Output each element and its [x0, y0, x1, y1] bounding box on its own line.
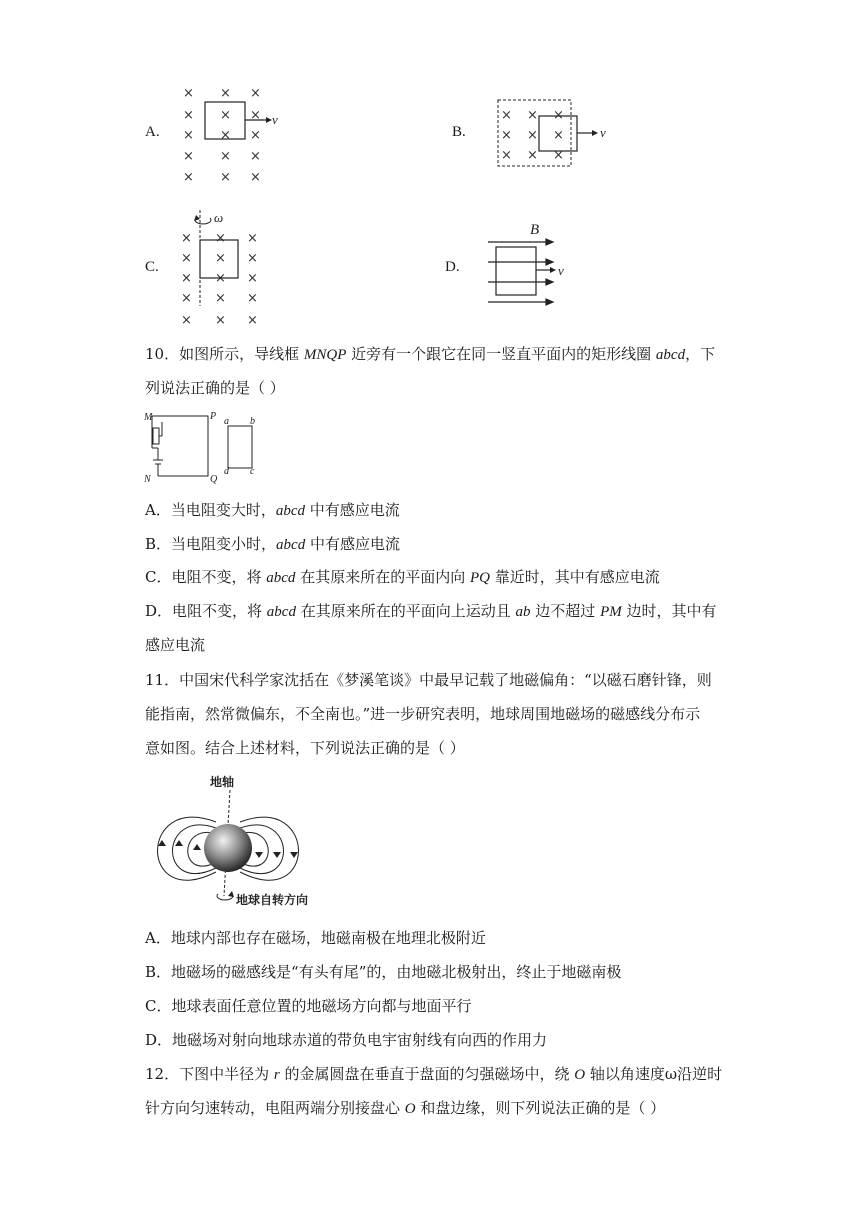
svg-text:×: × [250, 170, 261, 185]
svg-text:×: × [183, 128, 194, 143]
resistor [153, 428, 159, 444]
svg-text:×: × [183, 86, 194, 101]
svg-text:×: × [215, 291, 226, 306]
svg-text:×: × [553, 148, 564, 163]
option-d-figure [484, 218, 584, 310]
option-c-label: C. [145, 259, 159, 275]
option-a-label: A. [145, 124, 160, 140]
svg-text:×: × [247, 271, 258, 286]
option-b-label: B. [452, 124, 466, 140]
svg-text:×: × [527, 148, 538, 163]
svg-text:v: v [558, 263, 564, 278]
svg-text:M: M [144, 412, 153, 423]
svg-text:×: × [527, 128, 538, 143]
svg-text:×: × [220, 108, 231, 123]
svg-text:×: × [501, 128, 512, 143]
svg-text:a: a [224, 416, 229, 427]
svg-text:×: × [250, 149, 261, 164]
q12-stem-line2: 针方向匀速转动，电阻两端分别接盘心 O 和盘边缘，则下列说法正确的是（ ） [145, 1099, 666, 1117]
svg-text:×: × [183, 149, 194, 164]
velocity-label: v [272, 112, 278, 127]
x-marks-grid [183, 86, 261, 185]
rotation-arrow [228, 891, 234, 897]
svg-text:×: × [247, 313, 258, 328]
q11-stem-line1: 11．中国宋代科学家沈括在《梦溪笔谈》中最早记载了地磁偏角：“以磁石磨针锋，则 [145, 671, 712, 689]
svg-text:×: × [527, 108, 538, 123]
svg-text:v: v [600, 125, 606, 140]
option-d-label: D. [445, 259, 460, 275]
svg-text:c: c [250, 466, 255, 477]
svg-text:b: b [250, 416, 255, 427]
svg-text:×: × [501, 148, 512, 163]
svg-text:×: × [247, 251, 258, 266]
q10-stem-line1: 10．如图所示，导线框 MNQP 近旁有一个跟它在同一竖直平面内的矩形线圈 abcd，下 [145, 345, 716, 363]
svg-text:×: × [181, 271, 192, 286]
q11-option-a: A．地球内部也存在磁场，地磁南极在地理北极附近 [145, 929, 486, 947]
svg-text:×: × [220, 170, 231, 185]
svg-text:×: × [215, 271, 226, 286]
svg-text:×: × [181, 231, 192, 246]
q11-option-d: D．地磁场对射向地球赤道的带负电宇宙射线有向西的作用力 [145, 1031, 548, 1049]
q10-option-d-line1: D．电阻不变，将 abcd 在其原来所在的平面向上运动且 ab 边不超过 PM 边时，其中有 [145, 602, 717, 620]
svg-text:×: × [220, 128, 231, 143]
q11-stem-line3: 意如图。结合上述材料，下列说法正确的是（ ） [145, 739, 465, 757]
svg-text:P: P [210, 411, 217, 422]
svg-text:×: × [181, 291, 192, 306]
coil-rect [496, 247, 536, 295]
q10-option-d-line2: 感应电流 [145, 636, 206, 654]
svg-text:×: × [215, 251, 226, 266]
svg-text:N: N [144, 474, 151, 485]
q10-option-a: A．当电阻变大时，abcd 中有感应电流 [145, 501, 400, 519]
svg-text:×: × [220, 86, 231, 101]
field-b-label: B [530, 222, 540, 238]
q11-stem-line2: 能指南，然常微偏东，不全南也。”进一步研究表明，地球周围地磁场的磁感线分布示 [145, 705, 701, 723]
option-a-figure [178, 82, 288, 186]
svg-text:×: × [247, 231, 258, 246]
svg-text:×: × [250, 86, 261, 101]
rotation-label: 地球自转方向 [236, 893, 309, 907]
svg-text:×: × [220, 149, 231, 164]
q10-circuit-figure [140, 408, 270, 488]
svg-text:d: d [224, 466, 229, 477]
wire-frame [152, 416, 208, 476]
omega-label: ω [214, 210, 224, 225]
svg-text:×: × [553, 108, 564, 123]
svg-text:×: × [215, 313, 226, 328]
q11-option-b: B．地磁场的磁感线是“有头有尾”的，由地磁北极射出，终止于地磁南极 [145, 963, 622, 981]
svg-text:×: × [183, 108, 194, 123]
svg-text:Q: Q [210, 474, 218, 485]
svg-text:×: × [181, 251, 192, 266]
svg-text:×: × [181, 313, 192, 328]
svg-text:×: × [553, 128, 564, 143]
svg-text:×: × [250, 108, 261, 123]
option-b-figure [492, 96, 622, 172]
earth-magnetic-field-figure [148, 772, 348, 912]
option-c-figure [176, 206, 276, 328]
q10-option-c: C．电阻不变，将 abcd 在其原来所在的平面内向 PQ 靠近时，其中有感应电流 [145, 568, 660, 586]
axis-label: 地轴 [210, 775, 235, 789]
svg-text:×: × [247, 291, 258, 306]
svg-text:×: × [215, 231, 226, 246]
q10-option-b: B．当电阻变小时，abcd 中有感应电流 [145, 535, 400, 553]
svg-text:×: × [250, 128, 261, 143]
coil-abcd [228, 426, 252, 468]
q12-stem-line1: 12．下图中半径为 r 的金属圆盘在垂直于盘面的匀强磁场中，绕 O 轴以角速度ω沿逆时 [145, 1065, 723, 1083]
svg-text:×: × [501, 108, 512, 123]
earth-globe [204, 824, 252, 872]
svg-text:×: × [183, 170, 194, 185]
q11-option-c: C．地球表面任意位置的地磁场方向都与地面平行 [145, 997, 472, 1015]
q10-stem-line2: 列说法正确的是（ ） [145, 379, 285, 397]
